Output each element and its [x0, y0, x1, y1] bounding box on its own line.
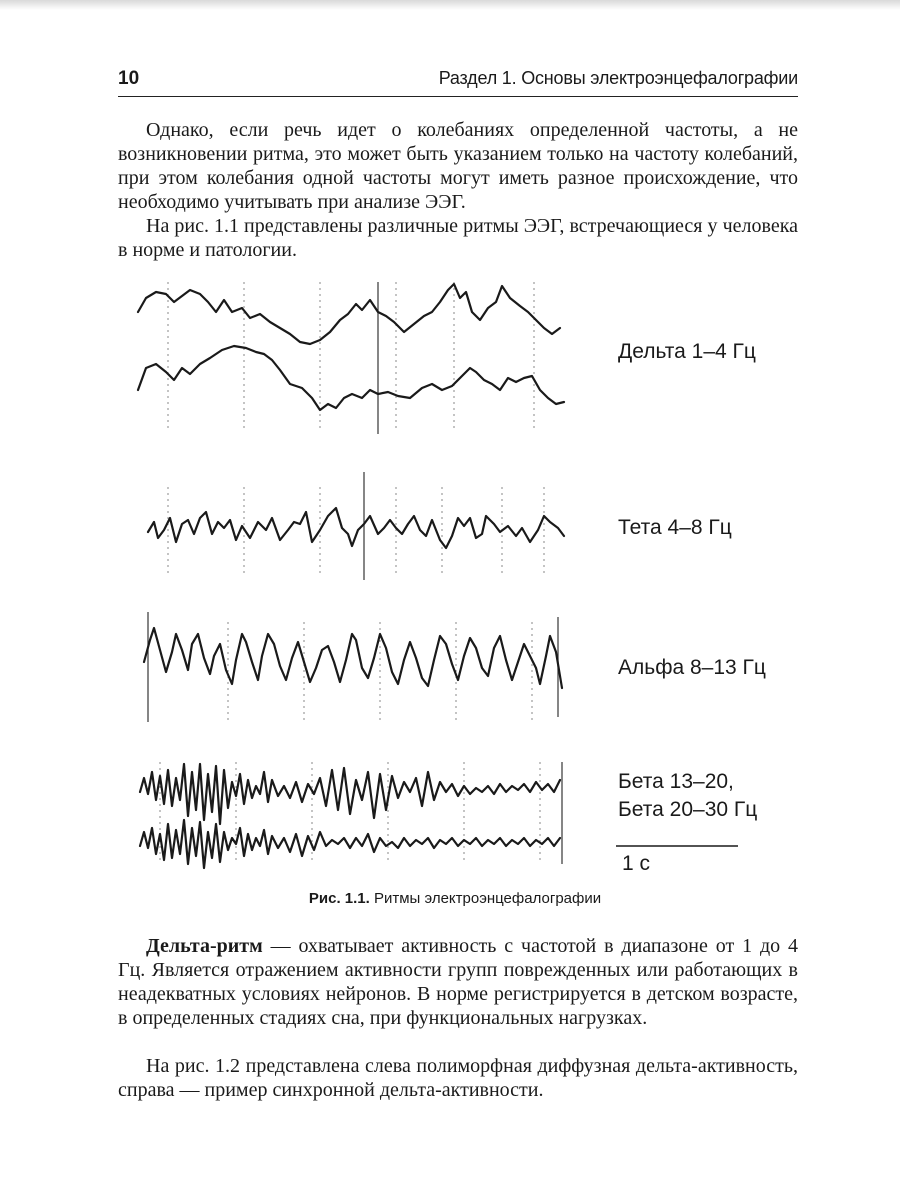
label-theta: Тета 4–8 Гц — [618, 516, 732, 539]
page-header — [118, 68, 798, 98]
beta-trace-1 — [140, 764, 560, 824]
alpha-trace — [144, 628, 562, 688]
beta-trace-2 — [140, 820, 560, 868]
figure-eeg-rhythms — [130, 272, 780, 912]
term-delta-rhythm: Дельта-ритм — [146, 935, 263, 957]
paragraph-4: На рис. 1.2 представлена слева полиморфная диффузная дельта-активность, справа — пример синхронной дельта-активности. — [118, 1055, 798, 1101]
figure-caption — [130, 890, 780, 907]
second-markers — [148, 282, 562, 864]
caption-lead: Рис. 1.1. — [308, 890, 370, 907]
paragraph-2: На рис. 1.1 представлены различные ритмы ЭЭГ, встречающиеся у человека в норме и патологии. — [118, 215, 798, 261]
paragraph-3 — [118, 934, 798, 1030]
header-rule — [118, 96, 798, 97]
caption-text: Ритмы электроэнцефалографии — [369, 890, 602, 907]
delta-trace-2 — [138, 346, 564, 410]
scan-top-shadow — [0, 0, 900, 10]
paragraph-3-text: — охватывает активность с частотой в диапазоне от 1 до 4 Гц. Является отражением активности групп поврежденных или работающих в неадекватных условиях нейронов. В норме регистрируется в детском возрасте, в определенных стадиях сна, при функциональных нагрузках. — [118, 935, 798, 1029]
label-beta-1: Бета 13–20, — [618, 770, 734, 793]
label-scale: 1 с — [622, 852, 651, 875]
page-number: 10 — [118, 68, 140, 89]
paragraph-1: Однако, если речь идет о колебаниях определенной частоты, а не возникновении ритма, это может быть указанием только на частоту колебаний, при этом колебания одной частоты могут иметь разное происхождение, что необходимо учитывать при анализе ЭЭГ. — [118, 119, 798, 213]
running-head: Раздел 1. Основы электроэнцефалографии — [438, 68, 798, 88]
delta-trace-1 — [138, 284, 560, 344]
label-beta-2: Бета 20–30 Гц — [618, 798, 758, 821]
label-alpha: Альфа 8–13 Гц — [618, 656, 766, 679]
label-delta: Дельта 1–4 Гц — [618, 340, 756, 363]
